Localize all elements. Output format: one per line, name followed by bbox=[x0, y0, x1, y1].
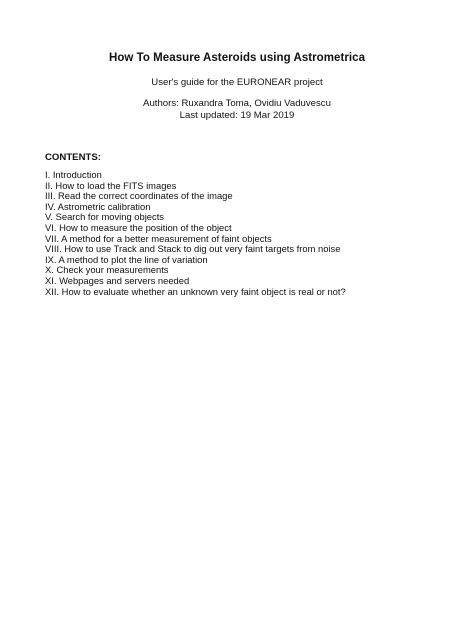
toc-item: III. Read the correct coordinates of the image bbox=[45, 190, 233, 202]
toc-item: V. Search for moving objects bbox=[45, 211, 164, 223]
table-of-contents bbox=[45, 170, 346, 297]
toc-item: VIII. How to use Track and Stack to dig out very faint targets from noise bbox=[45, 243, 341, 255]
toc-item: IV. Astrometric calibration bbox=[45, 200, 151, 212]
toc-item: VI. How to measure the position of the object bbox=[45, 221, 232, 233]
toc-item: II. How to load the FITS images bbox=[45, 179, 177, 191]
toc-item: XI. Webpages and servers needed bbox=[45, 274, 190, 286]
document-subtitle: User's guide for the EURONEAR project bbox=[151, 77, 323, 88]
toc-item: XII. How to evaluate whether an unknown very faint object is real or not? bbox=[45, 285, 346, 297]
document-title: How To Measure Asteroids using Astrometrica bbox=[108, 52, 366, 64]
toc-item: X. Check your measurements bbox=[45, 264, 169, 276]
authors-block bbox=[0, 98, 474, 122]
authors-line: Authors: Ruxandra Toma, Ovidiu Vaduvescu bbox=[143, 98, 331, 109]
toc-item: IX. A method to plot the line of variation bbox=[45, 253, 208, 265]
contents-heading: CONTENTS: bbox=[45, 152, 101, 163]
toc-item: VII. A method for a better measurement of faint objects bbox=[45, 232, 272, 244]
toc-item: I. Introduction bbox=[45, 169, 102, 180]
last-updated-line: Last updated: 19 Mar 2019 bbox=[179, 110, 295, 121]
